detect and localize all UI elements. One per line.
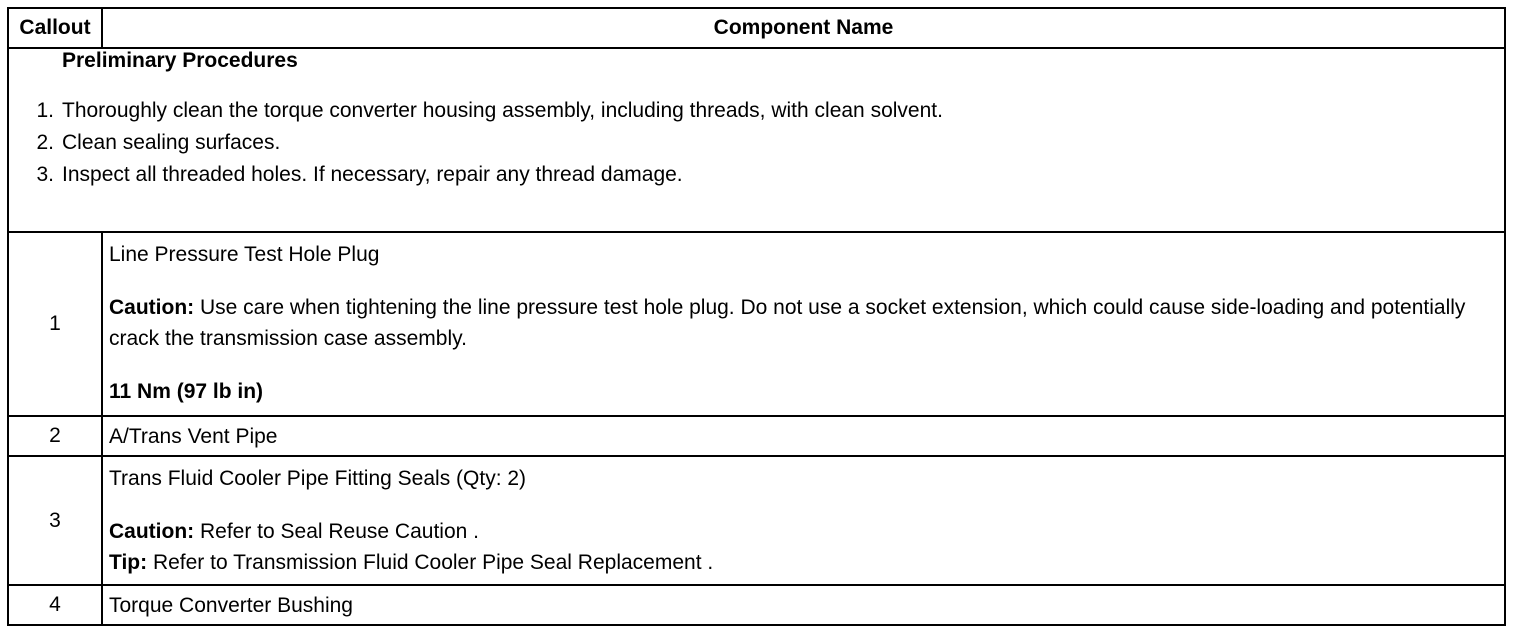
list-item (9, 159, 1504, 191)
caution-note (109, 516, 1498, 547)
caution-label: Caution: (109, 520, 195, 543)
callout-number: 2 (8, 416, 102, 456)
header-row (8, 8, 1505, 48)
step-number: 3. (36, 163, 54, 186)
table-row (8, 585, 1505, 625)
tip-label: Tip: (109, 551, 148, 574)
step-text: Inspect all threaded holes. If necessary, repair any thread damage. (62, 163, 683, 186)
preliminary-heading: Preliminary Procedures (62, 49, 298, 72)
table-row (8, 232, 1505, 416)
component-name-header: Component Name (102, 8, 1505, 48)
component-name: Torque Converter Bushing (109, 593, 353, 617)
table-row (8, 456, 1505, 585)
tip-note (109, 547, 1498, 578)
component-name: Line Pressure Test Hole Plug (109, 243, 380, 266)
component-cell (102, 232, 1505, 416)
component-table (7, 7, 1506, 626)
step-text: Clean sealing surfaces. (62, 131, 281, 154)
component-cell (102, 456, 1505, 585)
caution-text: Refer to Seal Reuse Caution . (194, 520, 479, 543)
list-item (9, 95, 1504, 127)
component-cell (102, 416, 1505, 456)
caution-label: Caution (109, 296, 188, 319)
caution-note (109, 292, 1498, 354)
callout-number: 4 (8, 585, 102, 625)
caution-text: Use care when tightening the line pressure test hole plug. Do not use a socket extension, which could cause side-loading and potentially crack the transmission case assembly. (109, 296, 1466, 350)
callout-number: 1 (8, 232, 102, 416)
caution-separator: : (187, 296, 200, 319)
component-name: A/Trans Vent Pipe (109, 424, 278, 448)
preliminary-row (8, 48, 1505, 232)
component-cell (102, 585, 1505, 625)
preliminary-procedures (8, 48, 1505, 232)
callout-header: Callout (8, 8, 102, 48)
table-row (8, 416, 1505, 456)
component-name: Trans Fluid Cooler Pipe Fitting Seals (Qty: 2) (109, 467, 527, 490)
list-item (9, 127, 1504, 159)
step-number: 1. (36, 99, 54, 122)
torque-spec: 11 Nm (97 lb in) (109, 380, 264, 403)
tip-text: Refer to Transmission Fluid Cooler Pipe Seal Replacement . (147, 551, 714, 574)
callout-number: 3 (8, 456, 102, 585)
step-text: Thoroughly clean the torque converter housing assembly, including threads, with clean solvent. (62, 99, 943, 122)
step-number: 2. (36, 131, 54, 154)
preliminary-steps (9, 95, 1504, 191)
